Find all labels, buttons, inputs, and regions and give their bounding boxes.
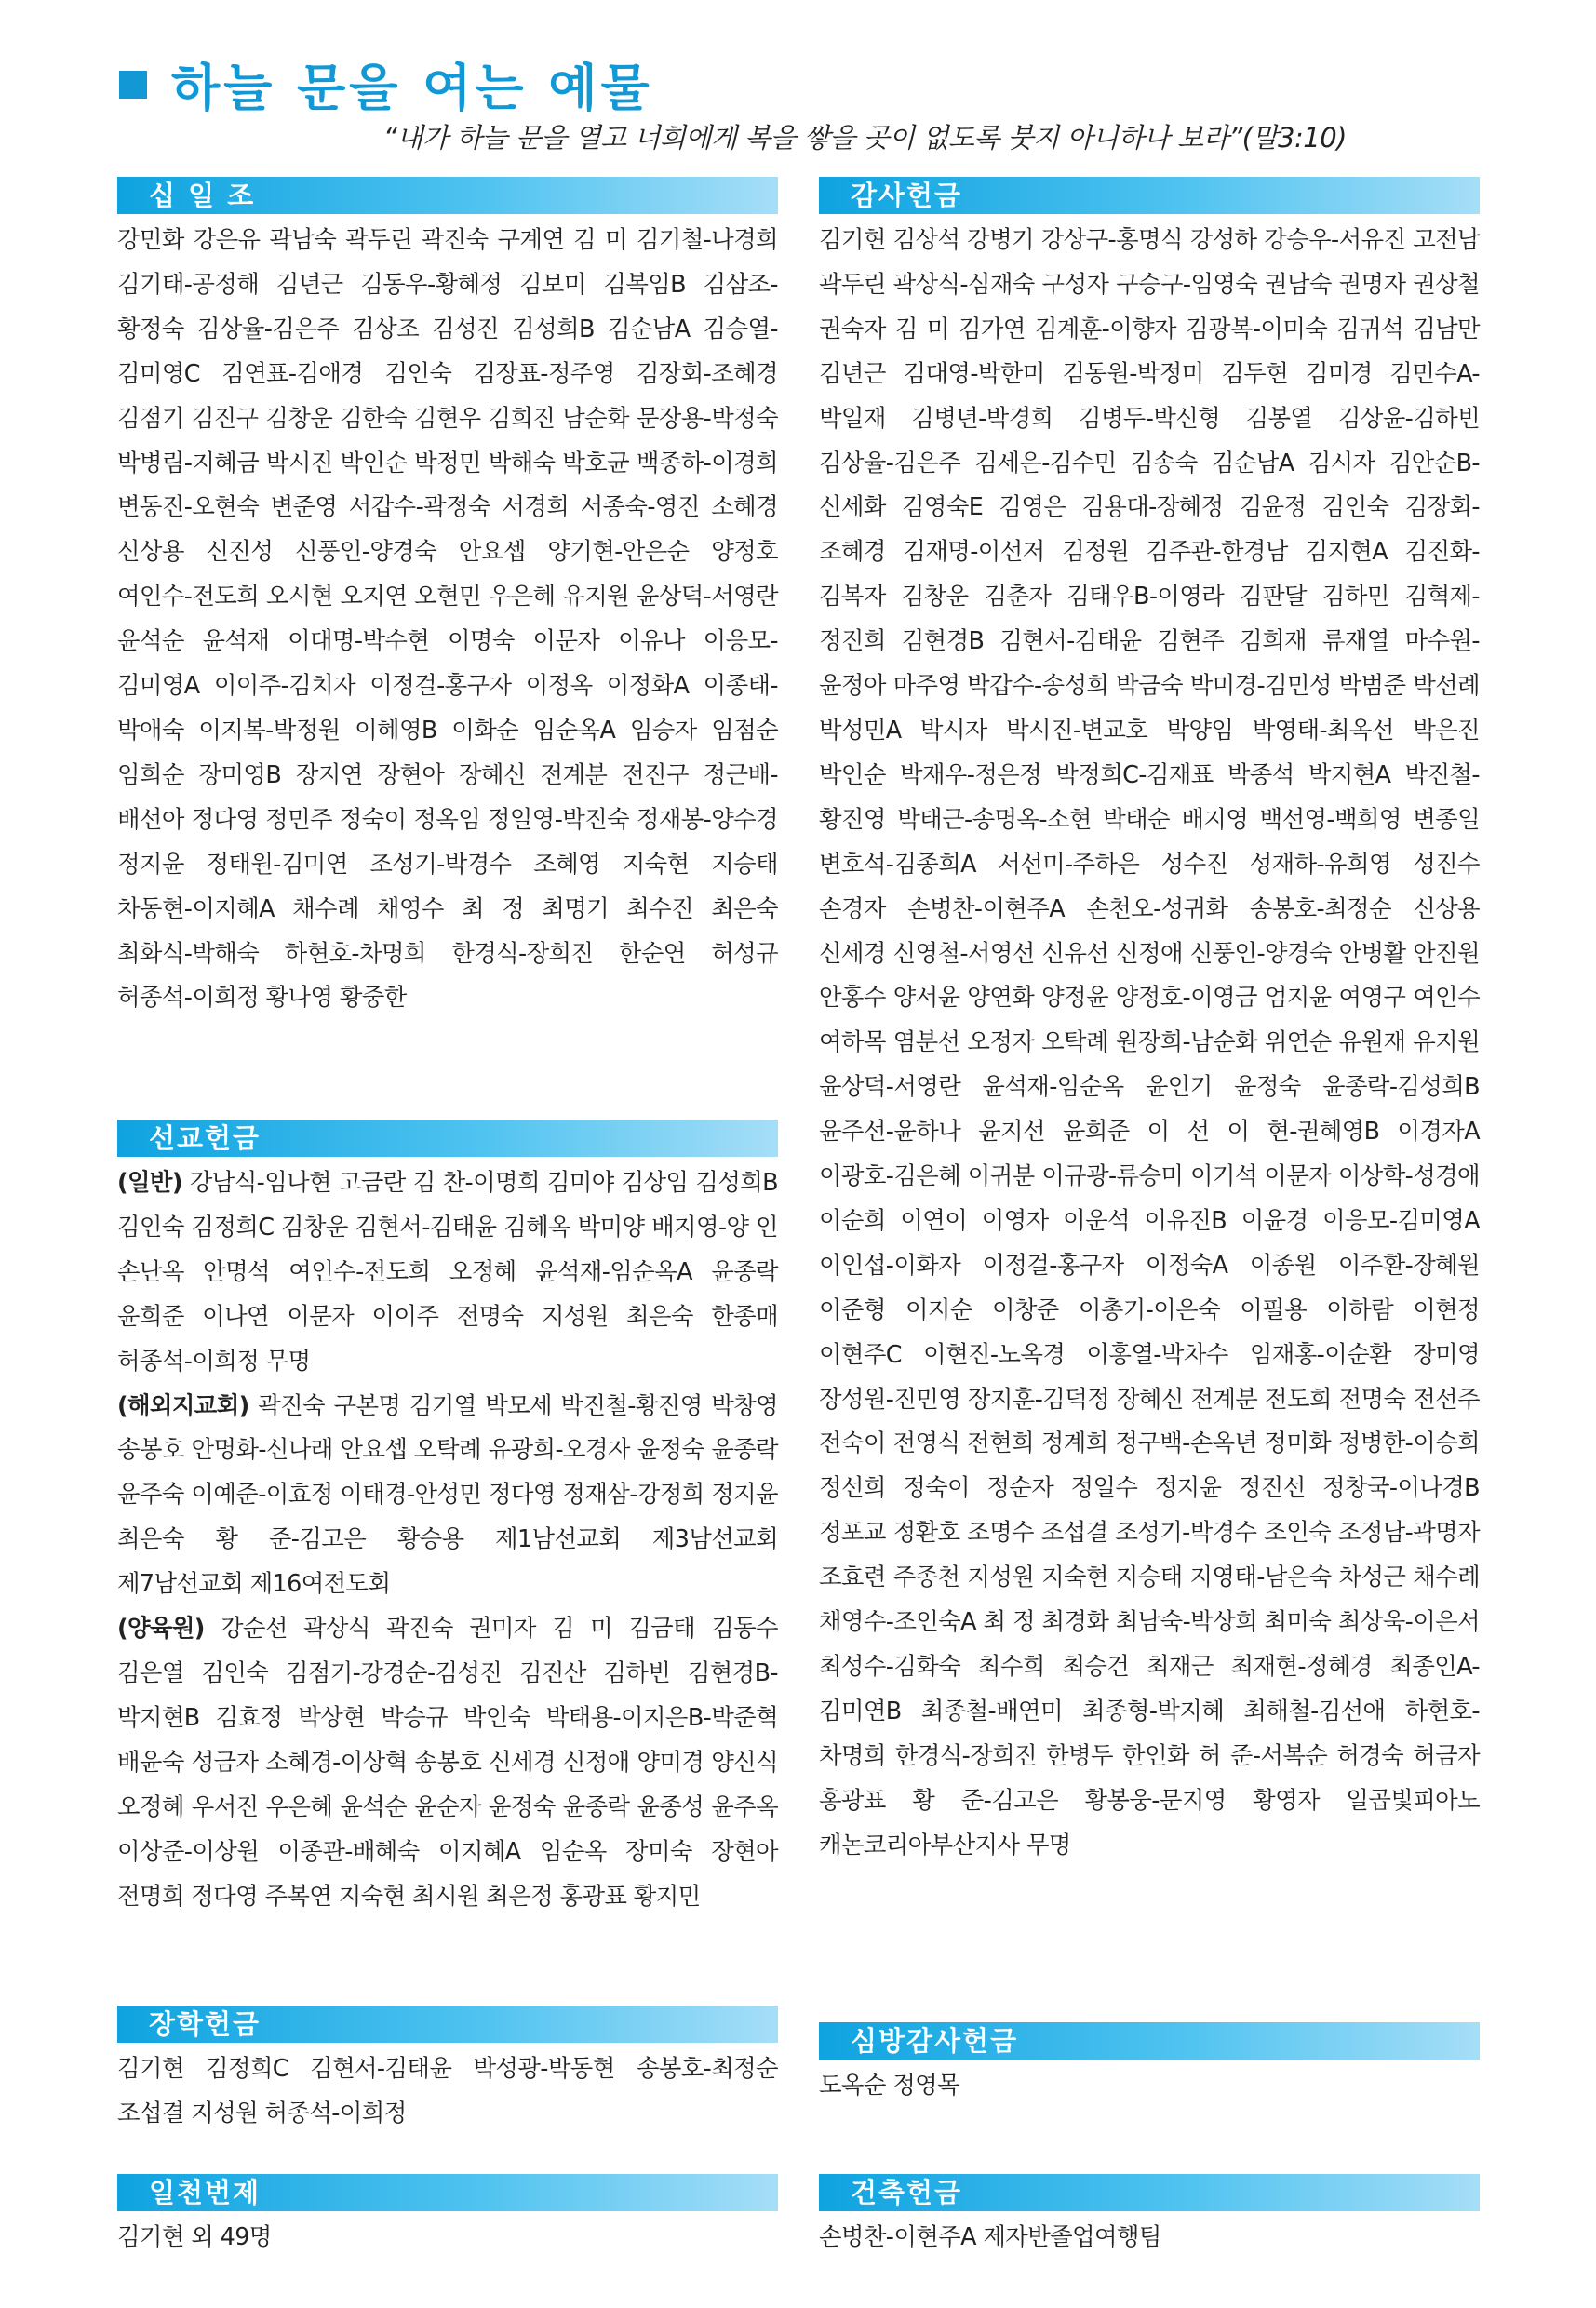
group-label: (일반) <box>117 1168 182 1196</box>
section-visit-thanks <box>819 2022 1480 2108</box>
section-ilcheon <box>117 2174 778 2260</box>
group-text: 강순선 곽상식 곽진숙 권미자 김 미 김금태 김동수 김은열 김인숙 김점기-강경순-김성진 김진산 김하빈 김현경B-박지현B 김효정 박상현 박승규 박인숙 박태용-이지은B-박준혁 배윤숙 성금자 소혜경-이상혁 송봉호 신세경 신정애 양미경 양신식 오정혜 우서진 우은혜 윤석순 윤순자 윤정숙 윤종락 윤종성 윤주옥 이상준-이상원 이종관-배혜숙 이지혜A 임순옥 장미숙 장현아 전명희 정다영 주복연 지숙현 최시원 최은정 홍광표 황지민 <box>117 1614 778 1910</box>
section-body-visit-thanks: 도옥순 정영목 <box>819 2071 960 2099</box>
group-label: (해외지교회) <box>117 1390 249 1419</box>
bible-verse: “내가 하늘 문을 열고 너희에게 복을 쌓을 곳이 없도록 붓지 아니하나 보라”(말3:10) <box>382 122 1347 154</box>
section-header-tithe: 십 일 조 <box>117 177 778 214</box>
section-mission <box>117 1120 778 1918</box>
section-tithe <box>117 177 778 1020</box>
group-label: (양육원) <box>117 1614 205 1643</box>
section-header-building: 건축헌금 <box>819 2174 1480 2211</box>
section-building <box>819 2174 1480 2260</box>
section-header-mission: 선교헌금 <box>117 1120 778 1157</box>
section-body-thanks: 김기현 김상석 강병기 강상구-홍명식 강성하 강승우-서유진 고전남 곽두린 곽상식-심재숙 구성자 구승구-임영숙 권남숙 권명자 권상철 권숙자 김 미 김가연 김계훈-이향자 김광복-이미숙 김귀석 김남만 김년근 김대영-박한미 김동원-박정미 김두현 김미경 김민수A-박일재 김병년-박경희 김병두-박신형 김봉열 김상윤-김하빈 김상율-김은주 김세은-김수민 김송숙 김순남A 김시자 김안순B-신세화 김영숙E 김영은 김용대-장혜정 김윤정 김인숙 김장회-조혜경 김재명-이선저 김정원 김주관-한경남 김지현A 김진화-김복자 김창운 김춘자 김태우B-이영라 김판달 김하민 김혁제-정진희 김현경B 김현서-김태윤 김현주 김희재 류재열 마수원-윤정아 마주영 박갑수-송성희 박금숙 박미경-김민성 박범준 박선례 박성민A 박시자 박시진-변교호 박양임 박영태-최옥선 박은진 박인순 박재우-정은정 박정희C-김재표 박종석 박지현A 박진철-황진영 박태근-송명옥-소현 박태순 배지영 백선영-백희영 변종일 변호석-김종희A 서선미-주하은 성수진 성재하-유희영 성진수 손경자 손병찬-이현주A 손천오-성귀화 송봉호-최정순 신상용 신세경 신영철-서영선 신유선 신정애 신풍인-양경숙 안병활 안진원 안홍수 양서윤 양연화 양정윤 양정호-이영금 엄지윤 여영구 여인수 여하목 염분선 오정자 오탁례 원장희-남순화 위연순 유원재 유지원 윤상덕-서영란 윤석재-임순옥 윤인기 윤정숙 윤종락-김성희B 윤주선-윤하나 윤지선 윤희준 이 선 이 현-권혜영B 이경자A 이광호-김은혜 이귀분 이규광-류승미 이기석 이문자 이상학-성경애 이순희 이연이 이영자 이운석 이유진B 이윤경 이응모-김미영A 이인섭-이화자 이정걸-홍구자 이정숙A 이종원 이주환-장혜원 이준형 이지순 이창준 이총기-이은숙 이필용 이하람 이현정 이현주C 이현진-노옥경 이홍열-박차수 임재홍-이순환 장미영 장성원-진민영 장지훈-김덕정 장혜신 전계분 전도희 전명숙 전선주 전숙이 전영식 전현희 정계희 정구백-손옥년 정미화 정병한-이승희 정선희 정숙이 정순자 정일수 정지윤 정진선 정창국-이나경B 정포교 정환호 조명수 조섭결 조성기-박경수 조인숙 조정남-곽명자 조효련 주종천 지성원 지숙현 지승태 지영태-남은숙 차성근 채수례 채영수-조인숙A 최 정 최경화 최남숙-박상희 최미숙 최상욱-이은서 최성수-김화숙 최수희 최승건 최재근 최재현-정혜경 최종인A-김미연B 최종철-배연미 최종형-박지혜 최해철-김선애 하현호-차명희 한경식-장희진 한병두 한인화 허 준-서복순 허경숙 허금자 홍광표 황 준-김고은 황봉웅-문지영 황영자 일곱빛피아노 캐논코리아부산지사 무명 <box>819 225 1480 1858</box>
mission-group-overseas <box>117 1384 778 1607</box>
title-square-icon <box>119 71 147 99</box>
mission-group-orphanage <box>117 1606 778 1918</box>
page-title-text: 하늘 문을 여는 예물 <box>171 59 653 117</box>
section-body-mission <box>117 1161 778 1918</box>
section-header-visit-thanks: 심방감사헌금 <box>819 2022 1480 2060</box>
section-body-tithe: 강민화 강은유 곽남숙 곽두린 곽진숙 구계연 김 미 김기철-나경희 김기태-공정해 김년근 김동우-황혜정 김보미 김복임B 김삼조-황정숙 김상율-김은주 김상조 김성진 김성희B 김순남A 김승열-김미영C 김연표-김애경 김인숙 김장표-정주영 김장회-조혜경 김점기 김진구 김창운 김한숙 김현우 김희진 남순화 문장용-박정숙 박병림-지혜금 박시진 박인순 박정민 박해숙 박호균 백종하-이경희 변동진-오현숙 변준영 서갑수-곽정숙 서경희 서종숙-영진 소혜경 신상용 신진성 신풍인-양경숙 안요셉 양기현-안은순 양정호 여인수-전도희 오시현 오지연 오현민 우은혜 유지원 윤상덕-서영란 윤석순 윤석재 이대명-박수현 이명숙 이문자 이유나 이응모-김미영A 이이주-김치자 이정걸-홍구자 이정옥 이정화A 이종태-박애숙 이지복-박정원 이혜영B 이화순 임순옥A 임승자 임점순 임희순 장미영B 장지연 장현아 장혜신 전계분 전진구 정근배-배선아 정다영 정민주 정숙이 정옥임 정일영-박진숙 정재봉-양수경 정지윤 정태원-김미연 조성기-박경수 조혜영 지숙현 지승태 차동현-이지혜A 채수례 채영수 최 정 최명기 최수진 최은숙 최화식-박해숙 하현호-차명희 한경식-장희진 한순연 허성규 허종석-이희정 황나영 황중한 <box>117 225 778 1012</box>
group-text: 강남식-임나현 고금란 김 찬-이명희 김미야 김상임 김성희B 김인숙 김정희C 김창운 김현서-김태윤 김혜옥 박미양 배지영-양 인 손난옥 안명석 여인수-전도희 오정혜 윤석재-임순옥A 윤종락 윤희준 이나연 이문자 이이주 전명숙 지성원 최은숙 한종매 허종석-이희정 무명 <box>117 1168 778 1375</box>
group-text: 곽진숙 구본명 김기열 박모세 박진철-황진영 박창영 송봉호 안명화-신나래 안요셉 오탁례 유광희-오경자 윤정숙 윤종락 윤주숙 이예준-이효정 이태경-안성민 정다영 정재삼-강정희 정지윤 최은숙 황 준-김고은 황승용 제1남선교회 제3남선교회 제7남선교회 제16여전도회 <box>117 1390 778 1598</box>
page-title <box>119 48 653 120</box>
mission-group-general <box>117 1161 778 1384</box>
section-scholarship <box>117 2006 778 2136</box>
section-header-ilcheon: 일천번제 <box>117 2174 778 2211</box>
section-header-thanks: 감사헌금 <box>819 177 1480 214</box>
section-body-ilcheon: 김기현 외 49명 <box>117 2222 272 2250</box>
section-body-building: 손병찬-이현주A 제자반졸업여행팀 <box>819 2222 1161 2250</box>
section-body-scholarship: 김기현 김정희C 김현서-김태윤 박성광-박동현 송봉호-최정순 조섭결 지성원 허종석-이희정 <box>117 2054 778 2127</box>
section-header-scholarship: 장학헌금 <box>117 2006 778 2043</box>
section-thanks <box>819 177 1480 1868</box>
